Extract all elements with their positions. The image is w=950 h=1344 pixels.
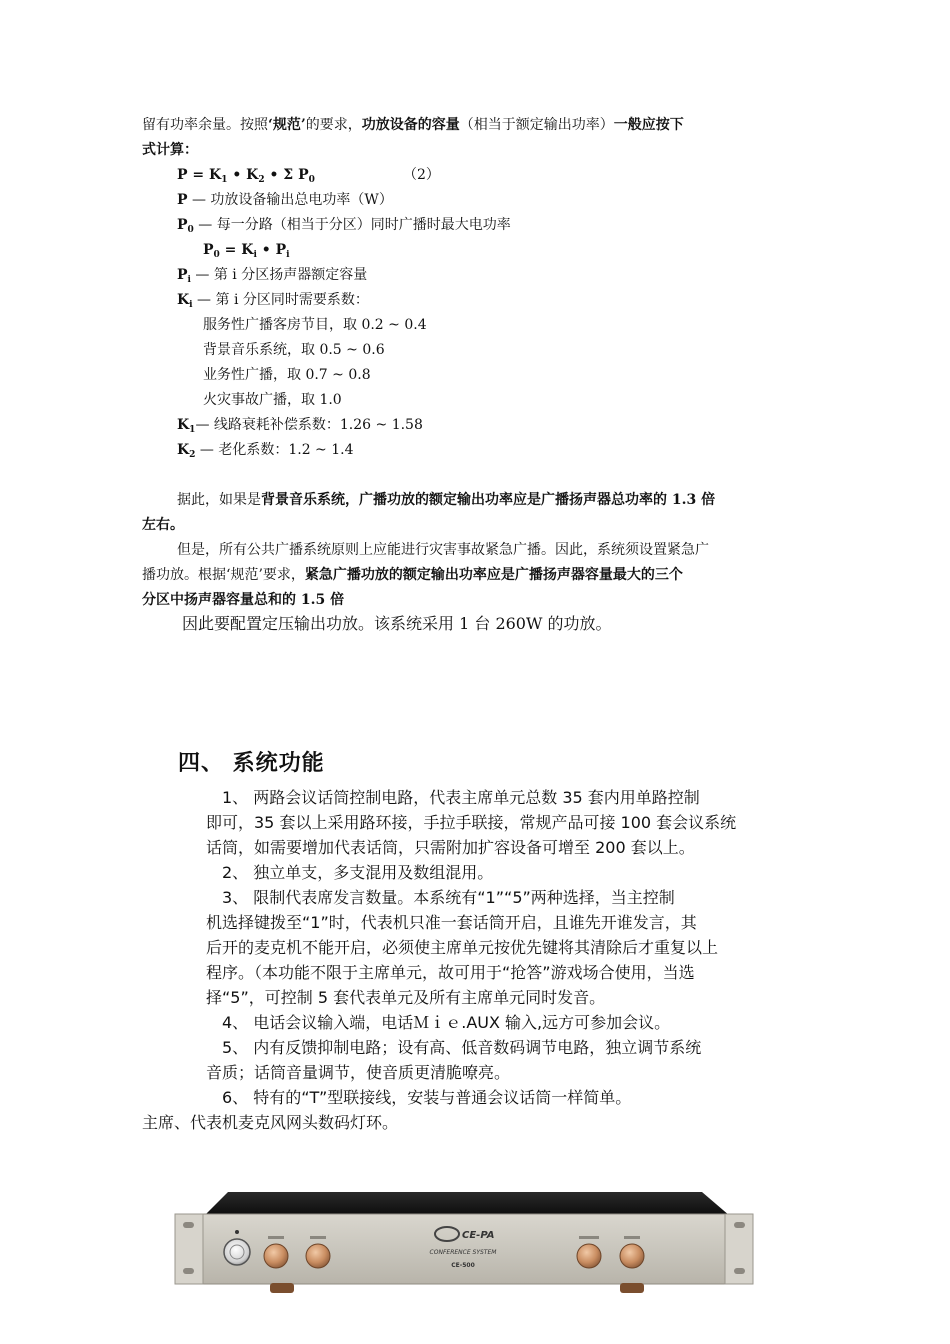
function-item-3-line-2: 机选择键拨至“1”时，代表机只准一套话筒开启，且谁先开谁发言，其: [206, 913, 697, 932]
formula-number: （2）: [403, 167, 440, 183]
brand-logo-text: CE-PA: [462, 1230, 495, 1241]
intro-line-2: 式计算：: [142, 142, 198, 158]
function-item-5-line-1: 5、 内有反馈抑制电路；设有高、低音数码调节电路，独立调节系统: [222, 1038, 702, 1057]
paragraph-background-music: 据此，如果是背景音乐系统，广播功放的额定输出功率应是广播扬声器总功率的 1.3 倍: [177, 492, 716, 508]
ki-value-business: 业务性广播，取 0.7 ~ 0.8: [203, 367, 371, 383]
device-foot-right: [620, 1283, 644, 1293]
paragraph-emergency-line-3: 分区中扬声器容量总和的 1.5 倍: [142, 592, 345, 608]
device-foot-left: [270, 1283, 294, 1293]
definition-k1: $K_1—$ 线路衰耗补偿系数：1.26 ~ 1.58: [177, 417, 423, 435]
volume-knob-1: [264, 1244, 288, 1268]
definition-ki: $K_i$ — 第 i 分区同时需要系数：: [177, 292, 369, 310]
ki-value-fire: 火灾事故广播，取 1.0: [203, 392, 342, 408]
device-subtitle: CONFERENCE SYSTEM: [429, 1249, 497, 1256]
function-item-3-line-1: 3、 限制代表席发言数量。本系统有“1”“5”两种选择，当主控制: [222, 888, 675, 907]
function-item-5-line-2: 音质；话筒音量调节，使音质更清脆嘹亮。: [206, 1063, 511, 1082]
volume-knob-2: [306, 1244, 330, 1268]
function-item-6: 6、 特有的“T”型联接线，安装与普通会议话筒一样简单。: [222, 1088, 632, 1107]
function-item-1-line-2: 即可，35 套以上采用路环接，手拉手联接，常规产品可接 100 套会议系统: [206, 813, 737, 832]
ki-value-background: 背景音乐系统，取 0.5 ~ 0.6: [203, 342, 385, 358]
function-item-4: 4、 电话会议输入端，电话Ｍｉｅ.AUX 输入,远方可参加会议。: [222, 1013, 671, 1032]
function-item-3-line-4: 程序。（本功能不限于主席单元，故可用于“抢答”游戏场合使用，当选: [206, 963, 695, 982]
paragraph-emergency-line-1: 但是，所有公共广播系统原则上应能进行灾害事故紧急广播。因此，系统须设置紧急广: [177, 542, 709, 558]
formula-power: $P = K_1$ • $K_2$ • Σ $P_0$: [177, 167, 315, 185]
definition-k2: $K_2$ — 老化系数：1.2 ~ 1.4: [177, 442, 354, 460]
footer-line: 主席、代表机麦克风网头数码灯环。: [142, 1113, 399, 1132]
intro-line-1: 留有功率余量。按照‘规范’的要求，功放设备的容量（相当于额定输出功率）一般应按下: [142, 117, 684, 133]
function-item-3-line-5: 择“5”，可控制 5 套代表单元及所有主席单元同时发音。: [206, 988, 606, 1007]
paragraph-emergency-line-2: 播功放。根据‘规范’要求，紧急广播功放的额定输出功率应是广播扬声器容量最大的三个: [142, 567, 683, 583]
function-item-1-line-1: 1、 两路会议话筒控制电路，代表主席单元总数 35 套内用单路控制: [222, 788, 700, 807]
formula-p0: $P_0 = K_i$ • $P_i$: [203, 242, 290, 260]
device-model: CE-500: [451, 1262, 475, 1269]
section-heading: 四、 系统功能: [178, 751, 325, 776]
tone-knob-1: [577, 1244, 601, 1268]
rack-slot-left-bottom: [183, 1268, 194, 1274]
function-item-1-line-3: 话筒，如需要增加代表话筒，只需附加扩容设备可增至 200 套以上。: [206, 838, 695, 857]
ki-value-service: 服务性广播客房节目，取 0.2 ~ 0.4: [203, 317, 427, 333]
definition-p: P — 功放设备输出总电功率（W）: [177, 192, 393, 208]
definition-pi: $P_i$ — 第 i 分区扬声器额定容量: [177, 267, 368, 285]
power-button: [224, 1239, 250, 1265]
function-item-2: 2、 独立单支，多支混用及数组混用。: [222, 863, 494, 882]
device-top-cover: [204, 1192, 730, 1216]
definition-p0: $P_0$ — 每一分路（相当于分区）同时广播时最大电功率: [177, 217, 511, 235]
rack-slot-right-top: [734, 1222, 745, 1228]
function-item-3-line-3: 后开的麦克机不能开启，必须使主席单元按优先键将其清除后才重复以上: [206, 938, 719, 957]
paragraph-background-music-end: 左右。: [142, 517, 184, 533]
tone-knob-2: [620, 1244, 644, 1268]
paragraph-amplifier: 因此要配置定压输出功放。该系统采用 1 台 260W 的功放。: [182, 614, 612, 633]
power-led: [235, 1230, 239, 1234]
rack-slot-right-bottom: [734, 1268, 745, 1274]
rack-slot-left-top: [183, 1222, 194, 1228]
